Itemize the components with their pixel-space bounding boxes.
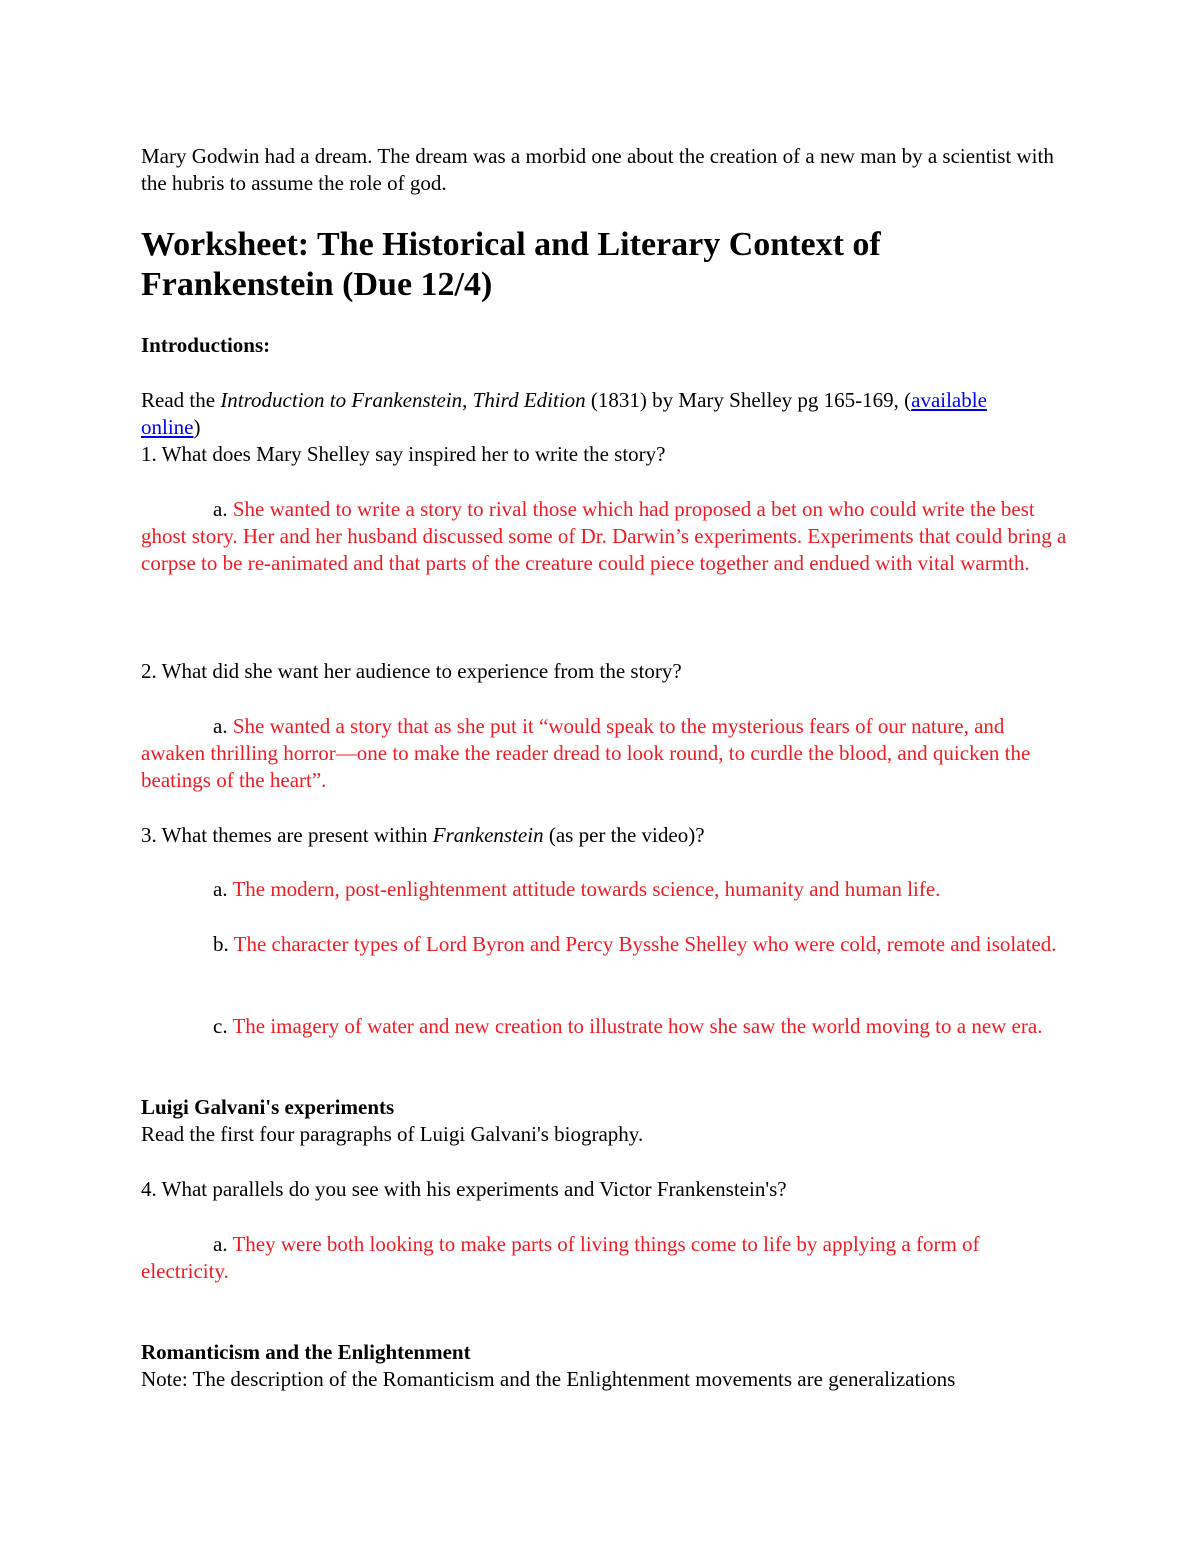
answer-4a [141, 1231, 1071, 1285]
reading-assignment [141, 387, 1041, 441]
read-prefix: Read the [141, 388, 221, 412]
answer-text: The modern, post-enlightenment attitude towards science, humanity and human life. [232, 877, 941, 901]
answer-marker: a. [213, 497, 228, 521]
answer-marker: a. [213, 877, 228, 901]
question-3 [141, 822, 1071, 849]
read-close: ) [193, 415, 201, 439]
read-work-title: Introduction to Frankenstein [220, 388, 463, 412]
question-3-work: Frankenstein [432, 823, 544, 847]
romanticism-note: Note: The description of the Romanticism and the Enlightenment movements are generalizations [141, 1367, 956, 1391]
read-separator: , [462, 388, 473, 412]
read-edition: Third Edition [472, 388, 586, 412]
answer-2a [141, 713, 1071, 794]
available-online-link[interactable]: available online [141, 388, 987, 439]
question-1: 1. What does Mary Shelley say inspired her to write the story? [141, 442, 666, 466]
answer-3b [141, 931, 1071, 958]
read-suffix: (1831) by Mary Shelley pg 165-169, ( [585, 388, 912, 412]
galvani-heading: Luigi Galvani's experiments [141, 1095, 395, 1119]
introductions-heading: Introductions: [141, 333, 271, 357]
romanticism-heading: Romanticism and the Enlightenment [141, 1340, 471, 1364]
answer-3a [141, 876, 1071, 903]
answer-text: She wanted to write a story to rival those which had proposed a bet on who could write the best ghost story. Her and her husband discussed some of Dr. Darwin’s experiments. Experiments that could bring a corpse to be re-animated and that parts of the creature could piece together and endued with vital warmth. [141, 497, 1067, 575]
answer-text: They were both looking to make parts of living things come to life by applying a form of electricity. [141, 1232, 980, 1283]
question-3-suffix: (as per the video)? [543, 823, 705, 847]
question-4: 4. What parallels do you see with his experiments and Victor Frankenstein's? [141, 1177, 787, 1201]
galvani-instruction: Read the first four paragraphs of Luigi Galvani's biography. [141, 1122, 644, 1146]
answer-marker: a. [213, 1232, 228, 1256]
answer-text: She wanted a story that as she put it “would speak to the mysterious fears of our nature, and awaken thrilling horror—one to make the reader dread to look round, to curdle the blood, and quicken the beatings of the heart”. [141, 714, 1031, 792]
question-2: 2. What did she want her audience to experience from the story? [141, 659, 682, 683]
answer-marker: c. [213, 1014, 228, 1038]
answer-text: The imagery of water and new creation to illustrate how she saw the world moving to a new era. [232, 1014, 1043, 1038]
answer-text: The character types of Lord Byron and Percy Bysshe Shelley who were cold, remote and isolated. [233, 932, 1057, 956]
answer-1a [141, 496, 1071, 577]
answer-3c [141, 1013, 1071, 1040]
answer-marker: a. [213, 714, 228, 738]
intro-paragraph: Mary Godwin had a dream. The dream was a morbid one about the creation of a new man by a scientist with the hubris to assume the role of god. [141, 144, 1054, 195]
page-title: Worksheet: The Historical and Literary Context of Frankenstein (Due 12/4) [141, 226, 881, 303]
answer-marker: b. [213, 932, 229, 956]
question-3-prefix: 3. What themes are present within [141, 823, 433, 847]
